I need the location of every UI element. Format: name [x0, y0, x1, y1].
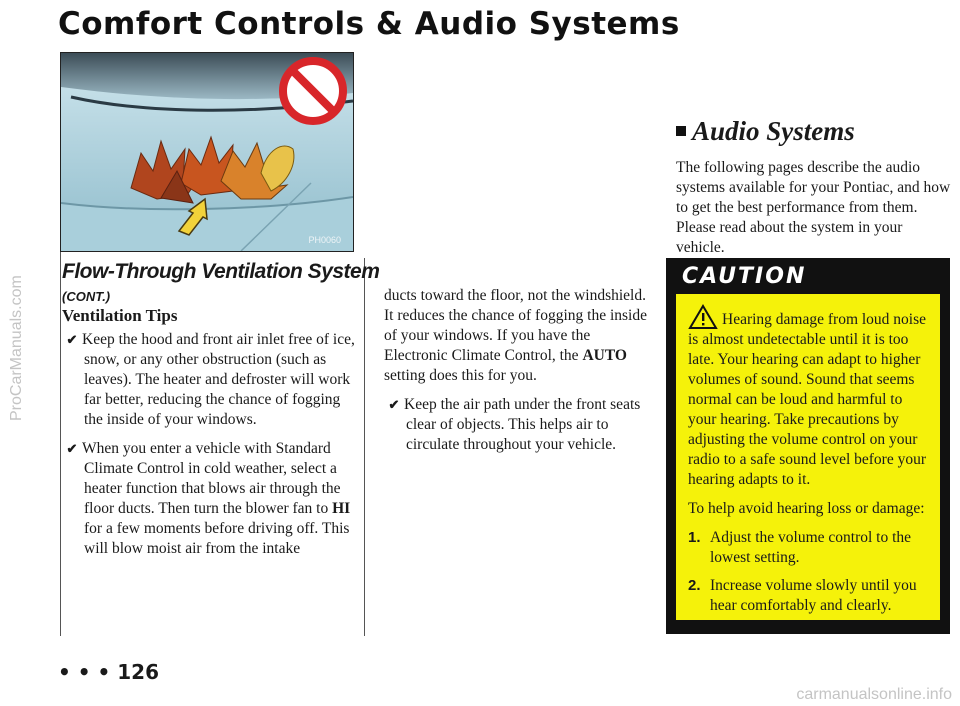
- list-item: ✔ When you enter a vehicle with Standard Climate Control in cold weather, select a heater function that blows air through the floor ducts. Then turn the blower fan to HI for a few moments before driving off. This will blow moist air from the intake: [62, 439, 356, 559]
- watermark-side: ProCarManuals.com: [8, 275, 25, 421]
- caution-body: Hearing damage from loud noise is almost undetectable until it is too late. Your hearing can adapt to higher volumes of sound. Sound that seems normal can be loud and harmful to your hearing. Take precautions by adjusting the volume control on your radio to a safe sound level before your hearing adapts to it. To help avoid hearing loss or damage: 1. Adjust the volume control to the lowest setting. 2. Increase volume slowly until you hear comfortably and clearly.: [676, 294, 940, 620]
- page-title: Comfort Controls & Audio Systems: [58, 6, 680, 42]
- audio-intro: The following pages describe the audio systems available for your Pontiac, and how to get the best performance from them. Please read about the system in your vehicle.: [676, 159, 951, 256]
- paragraph: ducts toward the floor, not the windshield. It reduces the chance of fogging the inside of your windows. If you have the Electronic Climate Control, the AUTO setting does this for you.: [384, 287, 647, 384]
- caution-box: [666, 258, 950, 634]
- hood-leaves-illustration: [61, 53, 353, 251]
- check-icon: ✔: [66, 441, 78, 456]
- hood-leaves-photo: [60, 52, 354, 252]
- prohibition-icon: [283, 61, 343, 121]
- middle-column: [384, 286, 656, 464]
- section-title: Flow-Through Ventilation System: [62, 260, 380, 283]
- list-item: ✔ Keep the hood and front air inlet free of ice, snow, or any other obstruction (such as leaves). The heater and defroster will work far better, reducing the chance of fogging the inside of your windows.: [62, 330, 356, 430]
- warning-triangle-icon: [688, 304, 718, 330]
- column-rule-middle: [364, 258, 365, 636]
- list-item: 2. Increase volume slowly until you hear comfortably and clearly.: [688, 577, 917, 614]
- ventilation-tips-heading: Ventilation Tips: [62, 306, 178, 325]
- check-icon: ✔: [66, 332, 78, 347]
- watermark-bottom: carmanualsonline.info: [796, 686, 952, 703]
- caution-steps: [688, 528, 928, 616]
- list-item: ✔ Keep the air path under the front seats clear of objects. This helps air to circulate throughout your vehicle.: [384, 395, 656, 455]
- square-bullet-icon: [676, 126, 686, 136]
- check-icon: ✔: [388, 397, 400, 412]
- left-column: [62, 330, 356, 568]
- photo-code: PH0060: [308, 235, 341, 245]
- audio-systems-heading: Audio Systems: [676, 116, 855, 147]
- page-number: • • • 126: [58, 660, 159, 684]
- section-continued: (CONT.): [62, 289, 111, 304]
- caution-heading: CAUTION: [682, 264, 807, 289]
- column-rule-left: [60, 252, 61, 636]
- list-item: 1. Adjust the volume control to the lowest setting.: [688, 529, 912, 566]
